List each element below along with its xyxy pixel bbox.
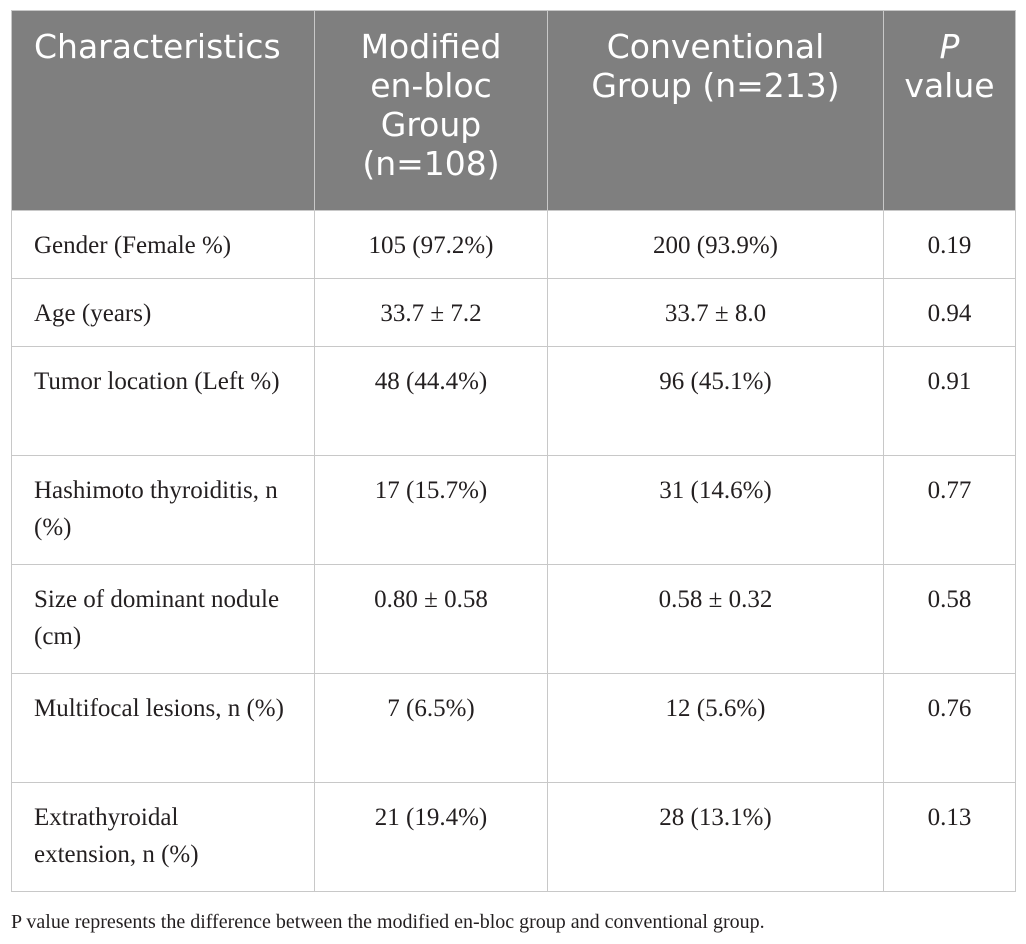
p-symbol: P bbox=[939, 27, 960, 66]
table-row bbox=[12, 279, 1016, 347]
table-row bbox=[12, 347, 1016, 456]
header-conventional-group: Conventional Group (n=213) bbox=[548, 11, 884, 211]
characteristic-cell: Tumor location (Left %) bbox=[12, 347, 315, 456]
table-row bbox=[12, 674, 1016, 783]
modified-value-cell: 7 (6.5%) bbox=[315, 674, 548, 783]
p-value-word: value bbox=[904, 66, 995, 105]
p-value-cell: 0.76 bbox=[884, 674, 1016, 783]
conventional-value-cell: 0.58 ± 0.32 bbox=[548, 565, 884, 674]
table-body bbox=[12, 211, 1016, 892]
p-value-cell: 0.13 bbox=[884, 783, 1016, 892]
table-row bbox=[12, 783, 1016, 892]
characteristics-table bbox=[11, 10, 1016, 892]
table-footnote: P value represents the difference between the modified en-bloc group and conventional group. bbox=[11, 911, 765, 933]
p-value-cell: 0.58 bbox=[884, 565, 1016, 674]
modified-value-cell: 0.80 ± 0.58 bbox=[315, 565, 548, 674]
modified-value-cell: 33.7 ± 7.2 bbox=[315, 279, 548, 347]
characteristic-cell: Size of dominant nodule (cm) bbox=[12, 565, 315, 674]
table-row bbox=[12, 211, 1016, 279]
conventional-value-cell: 96 (45.1%) bbox=[548, 347, 884, 456]
characteristic-cell: Multifocal lesions, n (%) bbox=[12, 674, 315, 783]
p-value-cell: 0.94 bbox=[884, 279, 1016, 347]
modified-value-cell: 21 (19.4%) bbox=[315, 783, 548, 892]
modified-value-cell: 48 (44.4%) bbox=[315, 347, 548, 456]
characteristic-cell: Age (years) bbox=[12, 279, 315, 347]
conventional-value-cell: 12 (5.6%) bbox=[548, 674, 884, 783]
p-value-cell: 0.77 bbox=[884, 456, 1016, 565]
characteristic-cell: Extrathyroidal extension, n (%) bbox=[12, 783, 315, 892]
table-header bbox=[12, 11, 1016, 211]
table-row bbox=[12, 456, 1016, 565]
conventional-value-cell: 31 (14.6%) bbox=[548, 456, 884, 565]
characteristic-cell: Hashimoto thyroiditis, n (%) bbox=[12, 456, 315, 565]
p-value-cell: 0.19 bbox=[884, 211, 1016, 279]
header-row bbox=[12, 11, 1016, 211]
header-characteristics: Characteristics bbox=[12, 11, 315, 211]
p-value-cell: 0.91 bbox=[884, 347, 1016, 456]
conventional-value-cell: 28 (13.1%) bbox=[548, 783, 884, 892]
header-p-value bbox=[884, 11, 1016, 211]
conventional-value-cell: 200 (93.9%) bbox=[548, 211, 884, 279]
header-modified-group: Modified en-bloc Group (n=108) bbox=[315, 11, 548, 211]
characteristic-cell: Gender (Female %) bbox=[12, 211, 315, 279]
modified-value-cell: 17 (15.7%) bbox=[315, 456, 548, 565]
conventional-value-cell: 33.7 ± 8.0 bbox=[548, 279, 884, 347]
table-row bbox=[12, 565, 1016, 674]
modified-value-cell: 105 (97.2%) bbox=[315, 211, 548, 279]
